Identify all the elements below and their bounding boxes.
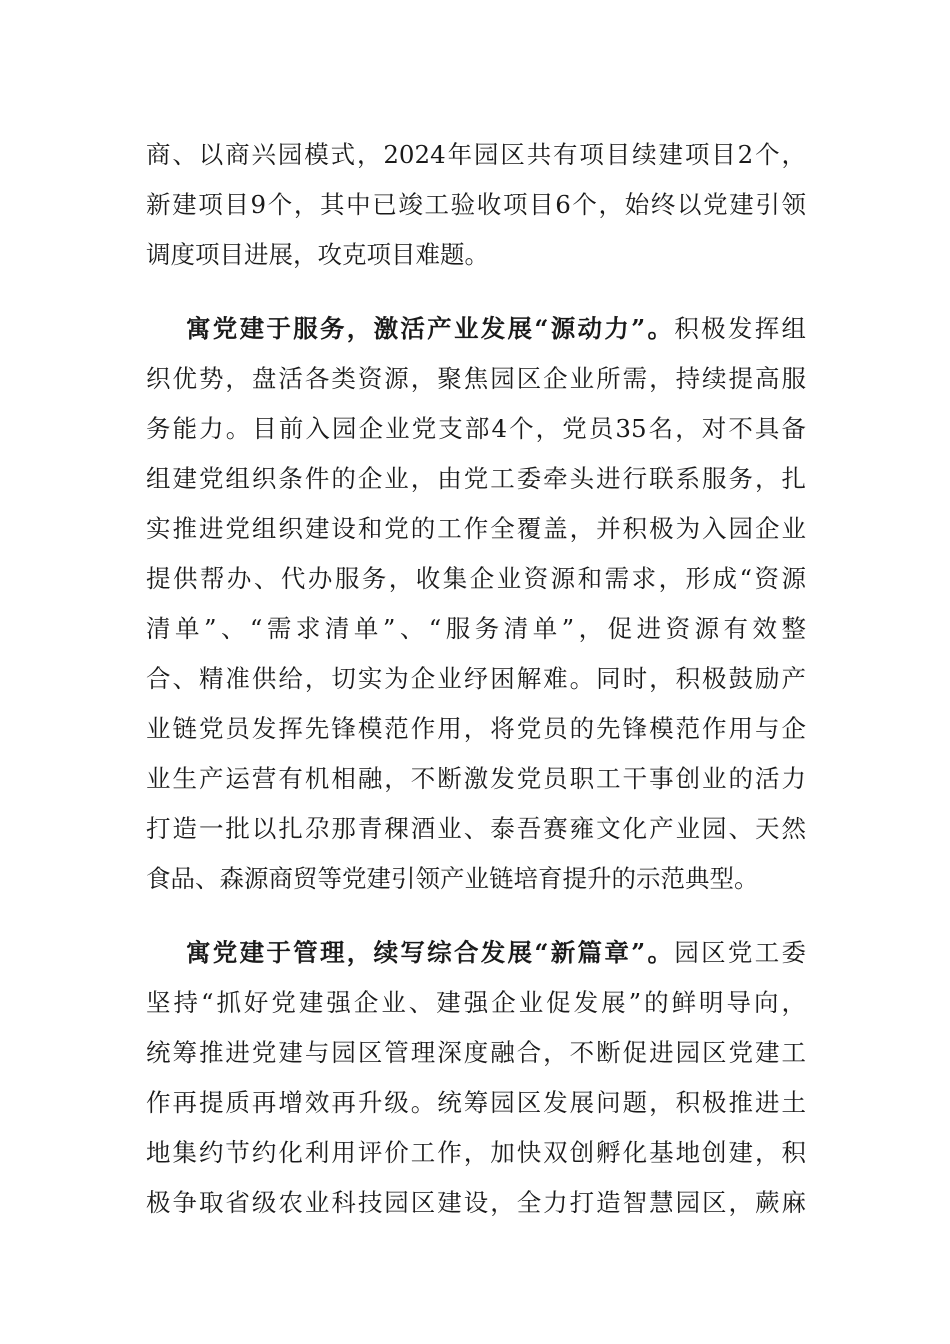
text-line: 统筹推进党建与园区管理深度融合，不断促进园区党建工 [146,1038,806,1067]
text-run: 园区党工委 [674,938,806,967]
text-line: 坚持“抓好党建强企业、建强企业促发展”的鲜明导向， [146,988,806,1017]
text-line: 织优势，盘活各类资源，聚焦园区企业所需，持续提高服 [146,364,806,393]
text-line: 务能力。目前入园企业党支部4个，党员35名，对不具备 [146,414,806,443]
text-line: 清单”、“需求清单”、“服务清单”，促进资源有效整 [146,614,806,643]
text-line: 打造一批以扎尕那青稞酒业、泰吾赛雍文化产业园、天然 [146,814,806,843]
text-line: 调度项目进展，攻克项目难题。 [146,240,489,269]
text-line: 业链党员发挥先锋模范作用，将党员的先锋模范作用与企 [146,714,806,743]
text-line: 新建项目9个，其中已竣工验收项目6个，始终以党建引领 [146,190,806,219]
text-line [146,304,806,354]
section-heading-service: 寓党建于服务，激活产业发展“源动力”。 [186,314,675,343]
paragraph-project-progress [146,130,806,280]
text-line: 实推进党组织建设和党的工作全覆盖，并积极为入园企业 [146,514,806,543]
section-heading-management: 寓党建于管理，续写综合发展“新篇章”。 [186,938,675,967]
text-line: 商、以商兴园模式，2024年园区共有项目续建项目2个， [146,140,806,169]
document-page [146,130,806,1228]
text-line: 极争取省级农业科技园区建设，全力打造智慧园区，蕨麻 [146,1188,806,1217]
text-line: 作再提质再增效再升级。统筹园区发展问题，积极推进土 [146,1088,806,1117]
text-run: 积极发挥组 [674,314,806,343]
text-line: 食品、森源商贸等党建引领产业链培育提升的示范典型。 [146,864,759,893]
text-line: 组建党组织条件的企业，由党工委牵头进行联系服务，扎 [146,464,806,493]
text-line: 提供帮办、代办服务，收集企业资源和需求，形成“资源 [146,564,806,593]
text-line: 地集约节约化利用评价工作，加快双创孵化基地创建，积 [146,1138,806,1167]
text-line: 业生产运营有机相融，不断激发党员职工干事创业的活力 [146,764,806,793]
text-line: 合、精准供给，切实为企业纾困解难。同时，积极鼓励产 [146,664,806,693]
paragraph-gap [146,280,806,304]
text-line [146,928,806,978]
paragraph-gap [146,904,806,928]
paragraph-management [146,928,806,1228]
paragraph-service [146,304,806,904]
